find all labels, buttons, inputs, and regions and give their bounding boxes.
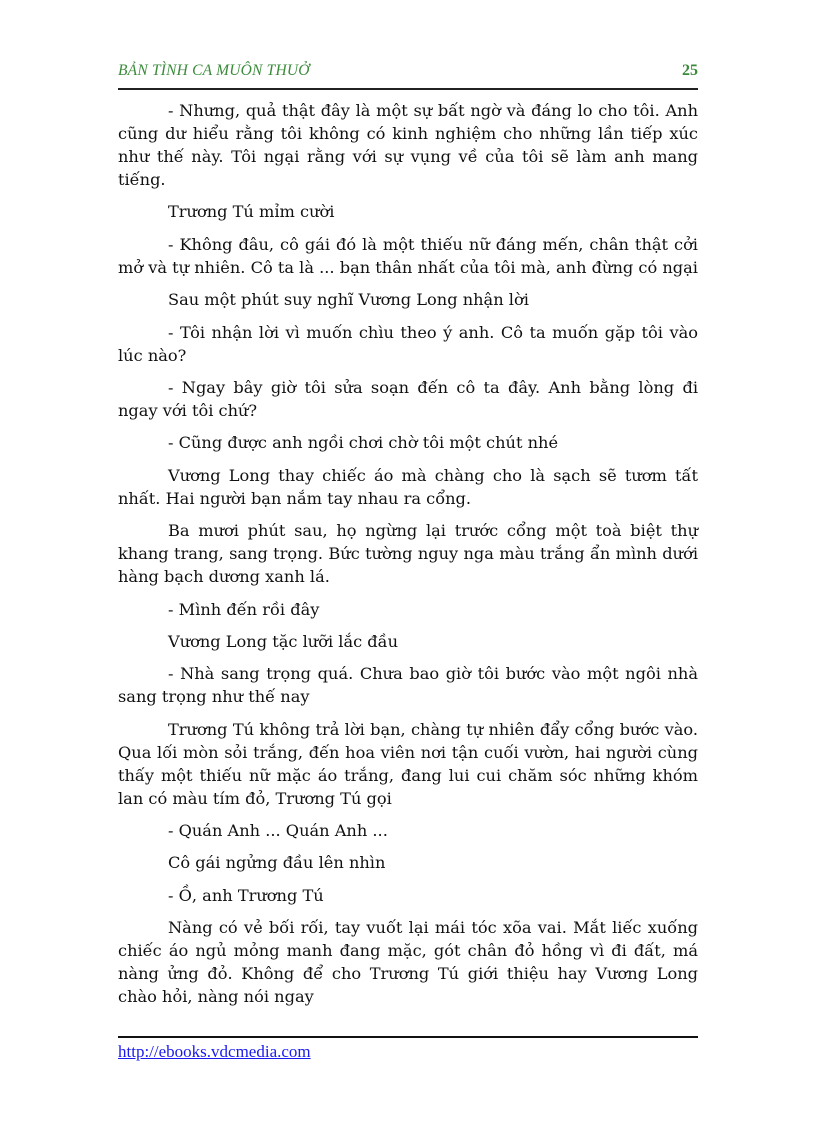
body-text: [118, 99, 698, 1018]
paragraph: - Nhà sang trọng quá. Chưa bao giờ tôi bước vào một ngôi nhà sang trọng như thế nay: [118, 664, 698, 707]
paragraph: - Nhưng, quả thật đây là một sự bất ngờ và đáng lo cho tôi. Anh cũng dư hiểu rằng tôi không có kinh nghiệm cho những lần tiếp xúc như thế này. Tôi ngại rằng với sự vụng về của tôi sẽ làm anh mang tiếng.: [118, 101, 698, 189]
paragraph: Vương Long thay chiếc áo mà chàng cho là sạch sẽ tươm tất nhất. Hai người bạn nắm tay nhau ra cổng.: [118, 465, 698, 508]
paragraph: Trương Tú mỉm cười: [168, 202, 335, 222]
paragraph: - Ngay bây giờ tôi sửa soạn đến cô ta đây. Anh bằng lòng đi ngay với tôi chứ?: [118, 377, 698, 420]
paragraph: - Cũng được anh ngồi chơi chờ tôi một chút nhé: [168, 433, 559, 453]
book-title: BẢN TÌNH CA MUÔN THUỞ: [118, 62, 310, 79]
paragraph: - Không đâu, cô gái đó là một thiếu nữ đáng mến, chân thật cởi mở và tự nhiên. Cô ta là ... bạn thân nhất của tôi mà, anh đừng có ngại: [118, 234, 698, 277]
paragraph: Nàng có vẻ bối rối, tay vuốt lại mái tóc xõa vai. Mắt liếc xuống chiếc áo ngủ mỏng manh đang mặc, gót chân đỏ hồng vì đi đất, má nàng ửng đỏ. Không để cho Trương Tú giới thiệu hay Vương Long chào hỏi, nàng nói ngay: [118, 918, 698, 1007]
header-rule: [118, 88, 698, 90]
footer-link[interactable]: http://ebooks.vdcmedia.com: [118, 1042, 311, 1061]
paragraph: Trương Tú không trả lời bạn, chàng tự nhiên đẩy cổng bước vào. Qua lối mòn sỏi trắng, đến hoa viên nơi tận cuối vườn, hai người cùng thấy một thiếu nữ mặc áo trắng, đang lui cui chăm sóc những khóm lan có màu tím đỏ, Trương Tú gọi: [118, 719, 698, 808]
page-number: 25: [682, 62, 698, 79]
paragraph: - Mình đến rồi đây: [168, 599, 320, 619]
paragraph: Vương Long tặc lưỡi lắc đầu: [168, 631, 399, 651]
paragraph: Ba mươi phút sau, họ ngừng lại trước cổng một toà biệt thự khang trang, sang trọng. Bức tường nguy nga màu trắng ẩn mình dưới hàng bạch dương xanh lá.: [118, 521, 698, 587]
paragraph: - Quán Anh ... Quán Anh ...: [168, 821, 388, 841]
paragraph: - Tôi nhận lời vì muốn chìu theo ý anh. Cô ta muốn gặp tôi vào lúc nào?: [118, 322, 698, 365]
paragraph: - Ồ, anh Trương Tú: [168, 885, 324, 905]
running-header: [118, 62, 698, 86]
footer-rule: [118, 1036, 698, 1038]
paragraph: Cô gái ngửng đầu lên nhìn: [168, 853, 386, 873]
paragraph: Sau một phút suy nghĩ Vương Long nhận lời: [168, 290, 529, 310]
